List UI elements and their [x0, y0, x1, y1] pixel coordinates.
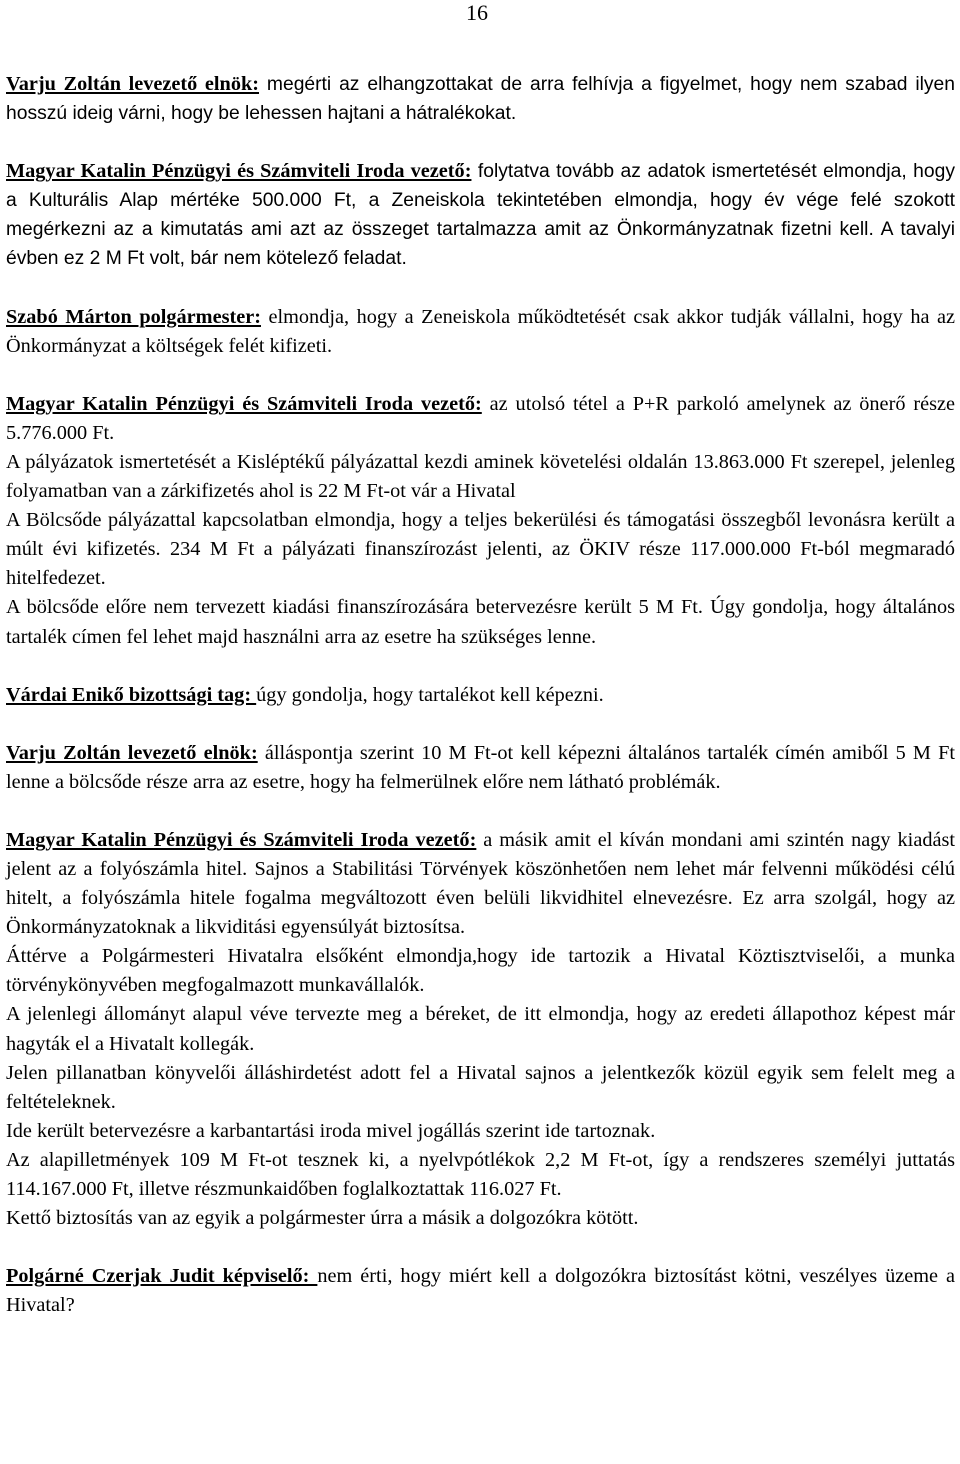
paragraph-text: folytatva tovább az adatok ismertetését elmondja, hogy a Kulturális Alap mértéke 500.000 Ft, a Zeneiskola tekintetében elmondja, hogy év vége felé szokott megérkezni az a kimutatás ami azt az összeget tartalmazza amit az Önkormányzatnak fizetni kell. A tavalyi évben ez 2 M Ft volt, bár nem kötelező feladat.: [6, 161, 955, 270]
paragraph-text: nem érti, hogy miért kell a dolgozókra biztosítást kötni, veszélyes üzeme a Hivatal?: [6, 1265, 956, 1317]
paragraph-6: [6, 506, 955, 593]
paragraph-text: A bölcsőde előre nem tervezett kiadási finanszírozására betervezésre került 5 M Ft. Úgy gondolja, hogy általános tartalék címen fel lehet majd használni arra az esetre ha szükséges lenne.: [6, 596, 955, 648]
paragraph-text: a másik amit el kíván mondani ami szintén nagy kiadást jelent az a folyószámla hitel. Sajnos a Stabilitási Törvények köszönhetően nem lehet már felvenni működési célú hitelt, a folyószámla hitele fogalma megváltozott éven belüli likvidhitel elnevezésre. Ez arra szolgál, hogy az Önkormányzatoknak a likviditási egyensúlyát biztosítsa.: [6, 828, 955, 939]
speaker-name: Magyar Katalin Pénzügyi és Számviteli Iroda vezető:: [6, 160, 472, 183]
paragraph-text: Az alapilletmények 109 M Ft-ot tesznek ki, a nyelvpótlékok 2,2 M Ft-ot, így a rendszeres személyi juttatás 114.167.000 Ft, illetve részmunkaidőben foglalkoztattak 116.027 Ft.: [6, 1148, 955, 1200]
speaker-name: Szabó Márton polgármester:: [6, 305, 261, 328]
paragraph-13: [6, 1059, 955, 1117]
paragraph-2: [6, 157, 955, 273]
paragraph-text: elmondja, hogy a Zeneiskola működtetését csak akkor tudják vállalni, hogy ha az Önkormányzat a költségek felét kifizeti.: [6, 305, 955, 357]
paragraph-10: [6, 826, 955, 942]
paragraph-text: Kettő biztosítás van az egyik a polgármester úrra a másik a dolgozókra kötött.: [6, 1207, 639, 1230]
paragraph-text: Ide került betervezésre a karbantartási iroda mivel jogállás szerint ide tartoznak.: [6, 1119, 656, 1142]
paragraph-text: Jelen pillanatban könyvelői álláshirdetést adott fel a Hivatal sajnos a jelentkezők közül egyik sem felelt meg a feltételeknek.: [6, 1061, 955, 1113]
paragraph-text: az utolsó tétel a P+R parkoló amelynek az önerő része 5.776.000 Ft.: [6, 392, 955, 444]
paragraph-4: [6, 390, 955, 448]
speaker-name: Várdai Enikő bizottsági tag:: [6, 683, 257, 706]
paragraph-text: álláspontja szerint 10 M Ft-ot kell képezni általános tartalék címén amiből 5 M Ft lenne a bölcsőde része arra az esetre, hogy ha felmerülnek előre nem látható problémák.: [6, 741, 955, 793]
paragraph-15: [6, 1146, 955, 1204]
page-number: 16: [466, 0, 488, 25]
paragraph-text: Áttérve a Polgármesteri Hivatalra elsőként elmondja,hogy ide tartozik a Hivatal Köztisztviselői, a munka törvénykönyvében megfogalmazott munkavállalók.: [6, 945, 955, 997]
paragraph-text: A jelenlegi állományt alapul véve tervezte meg a béreket, de itt elmondja, hogy az eredeti állapothoz képest már hagyták el a Hivatalt kollegák.: [6, 1003, 955, 1055]
paragraph-text: megérti az elhangzottakat de arra felhívja a figyelmet, hogy nem szabad ilyen hosszú ideig várni, hogy be lehessen hajtani a hátralékokat.: [6, 74, 955, 125]
paragraph-12: [6, 1000, 955, 1058]
paragraph-9: [6, 739, 955, 797]
speaker-name: Varju Zoltán levezető elnök:: [6, 741, 258, 764]
paragraph-17: [6, 1262, 955, 1320]
speaker-name: Polgárné Czerjak Judit képviselő:: [6, 1265, 318, 1288]
speaker-name: Magyar Katalin Pénzügyi és Számviteli Iroda vezető:: [6, 828, 477, 851]
paragraph-text: A Bölcsőde pályázattal kapcsolatban elmondja, hogy a teljes bekerülési és támogatási összegből levonásra került a múlt évi kifizetés. 234 M Ft a pályázati finanszírozást jelenti, az ÖKIV része 117.000.000 Ft-ból megmaradó hitelfedezet.: [6, 509, 955, 590]
speaker-name: Varju Zoltán levezető elnök:: [6, 73, 260, 95]
speaker-name: Magyar Katalin Pénzügyi és Számviteli Iroda vezető:: [6, 392, 482, 415]
paragraph-16: [6, 1204, 955, 1233]
paragraph-14: [6, 1117, 955, 1146]
paragraph-7: [6, 593, 955, 651]
paragraph-1: [6, 70, 955, 128]
paragraph-text: A pályázatok ismertetését a Kisléptékű pályázattal kezdi aminek követelési oldalán 13.863.000 Ft szerepel, jelenleg folyamatban van a zárkifizetés ahol is 22 M Ft-ot vár a Hivatal: [6, 450, 955, 503]
paragraph-text: úgy gondolja, hogy tartalékot kell képezni.: [256, 683, 604, 706]
paragraph-5: [6, 448, 955, 506]
paragraph-11: [6, 942, 955, 1000]
paragraph-3: [6, 303, 955, 361]
paragraph-8: [6, 681, 955, 710]
document-body: [6, 70, 955, 1320]
